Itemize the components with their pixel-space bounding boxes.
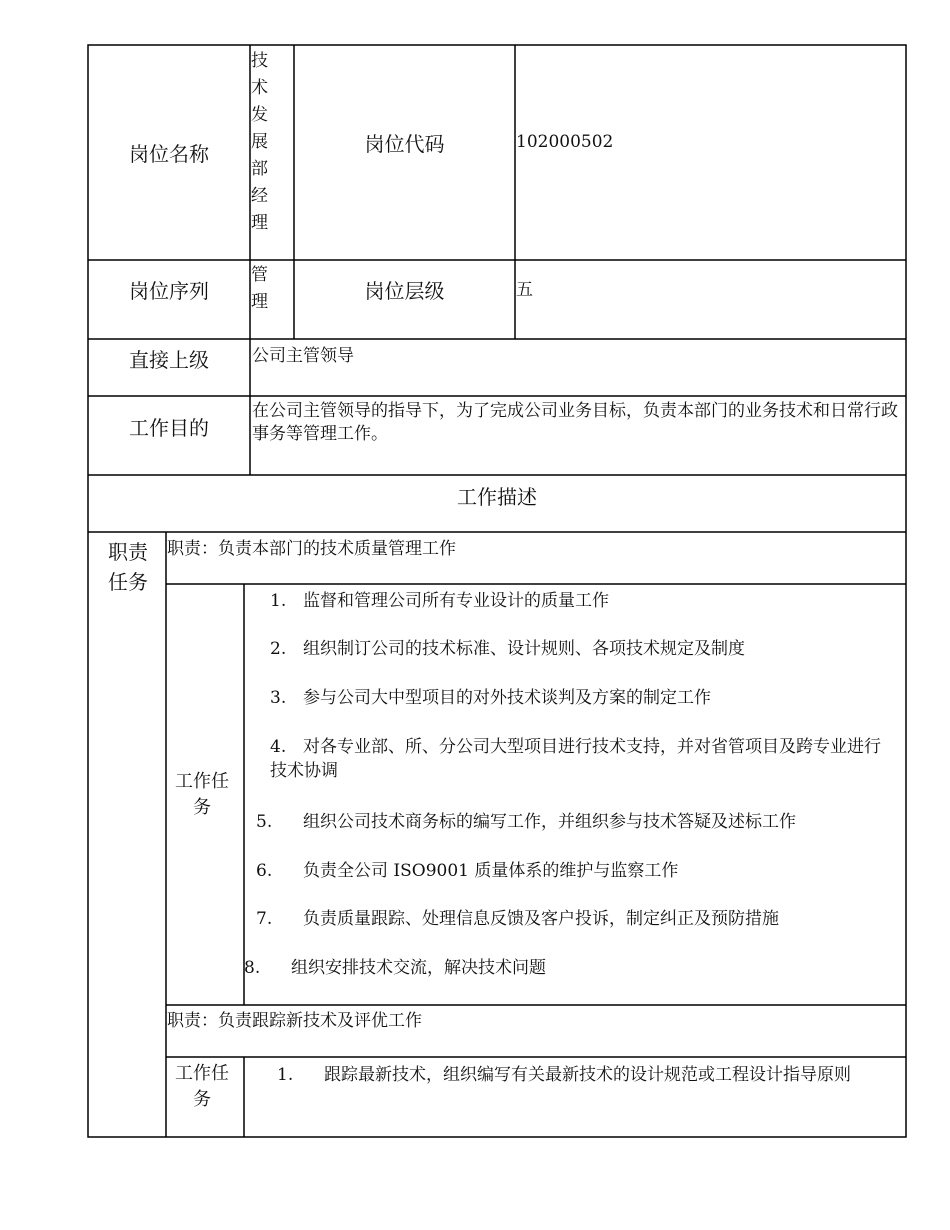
duty-1-title: 职责：负责本部门的技术质量管理工作 [167, 539, 456, 559]
sequence-value: 管理 [251, 265, 268, 312]
task-item: 2. 组织制订公司的技术标准、设计规则、各项技术规定及制度 [270, 639, 745, 659]
level-value: 五 [516, 280, 533, 300]
purpose-label: 工作目的 [129, 415, 209, 440]
section-title: 工作描述 [457, 485, 537, 509]
superior-value: 公司主管领导 [252, 346, 354, 366]
post-name-value: 技术发展部经理 [251, 51, 268, 233]
duty-2-title: 职责：负责跟踪新技术及评优工作 [167, 1011, 422, 1031]
task-item: 4. 对各专业部、所、分公司大型项目进行技术支持，并对省管项目及跨专业进行技术协调 [270, 737, 881, 781]
task-item: 8. 组织安排技术交流，解决技术问题 [244, 958, 546, 978]
post-code-value: 102000502 [516, 132, 614, 152]
task-item: 5. 组织公司技术商务标的编写工作，并组织参与技术答疑及述标工作 [256, 812, 796, 832]
post-name-label: 岗位名称 [129, 142, 209, 166]
superior-label: 直接上级 [129, 347, 209, 372]
duty-task-label: 职责任务 [108, 540, 148, 594]
task-item: 1. 监督和管理公司所有专业设计的质量工作 [270, 591, 609, 611]
task-item: 3. 参与公司大中型项目的对外技术谈判及方案的制定工作 [270, 688, 711, 708]
sequence-label: 岗位序列 [129, 279, 209, 303]
post-code-label: 岗位代码 [364, 132, 445, 156]
task-item: 1. 跟踪最新技术，组织编写有关最新技术的设计规范或工程设计指导原则 [277, 1065, 851, 1085]
purpose-value: 在公司主管领导的指导下，为了完成公司业务目标，负责本部门的业务技术和日常行政事务等管理工作。 [252, 401, 898, 444]
duty-1-task-label: 工作任务 [175, 770, 229, 818]
duty-2-task-label: 工作任务 [175, 1063, 229, 1110]
task-item: 6. 负责全公司 ISO9001 质量体系的维护与监察工作 [256, 861, 679, 881]
level-label: 岗位层级 [364, 279, 445, 303]
task-item: 7. 负责质量跟踪、处理信息反馈及客户投诉，制定纠正及预防措施 [256, 909, 779, 929]
